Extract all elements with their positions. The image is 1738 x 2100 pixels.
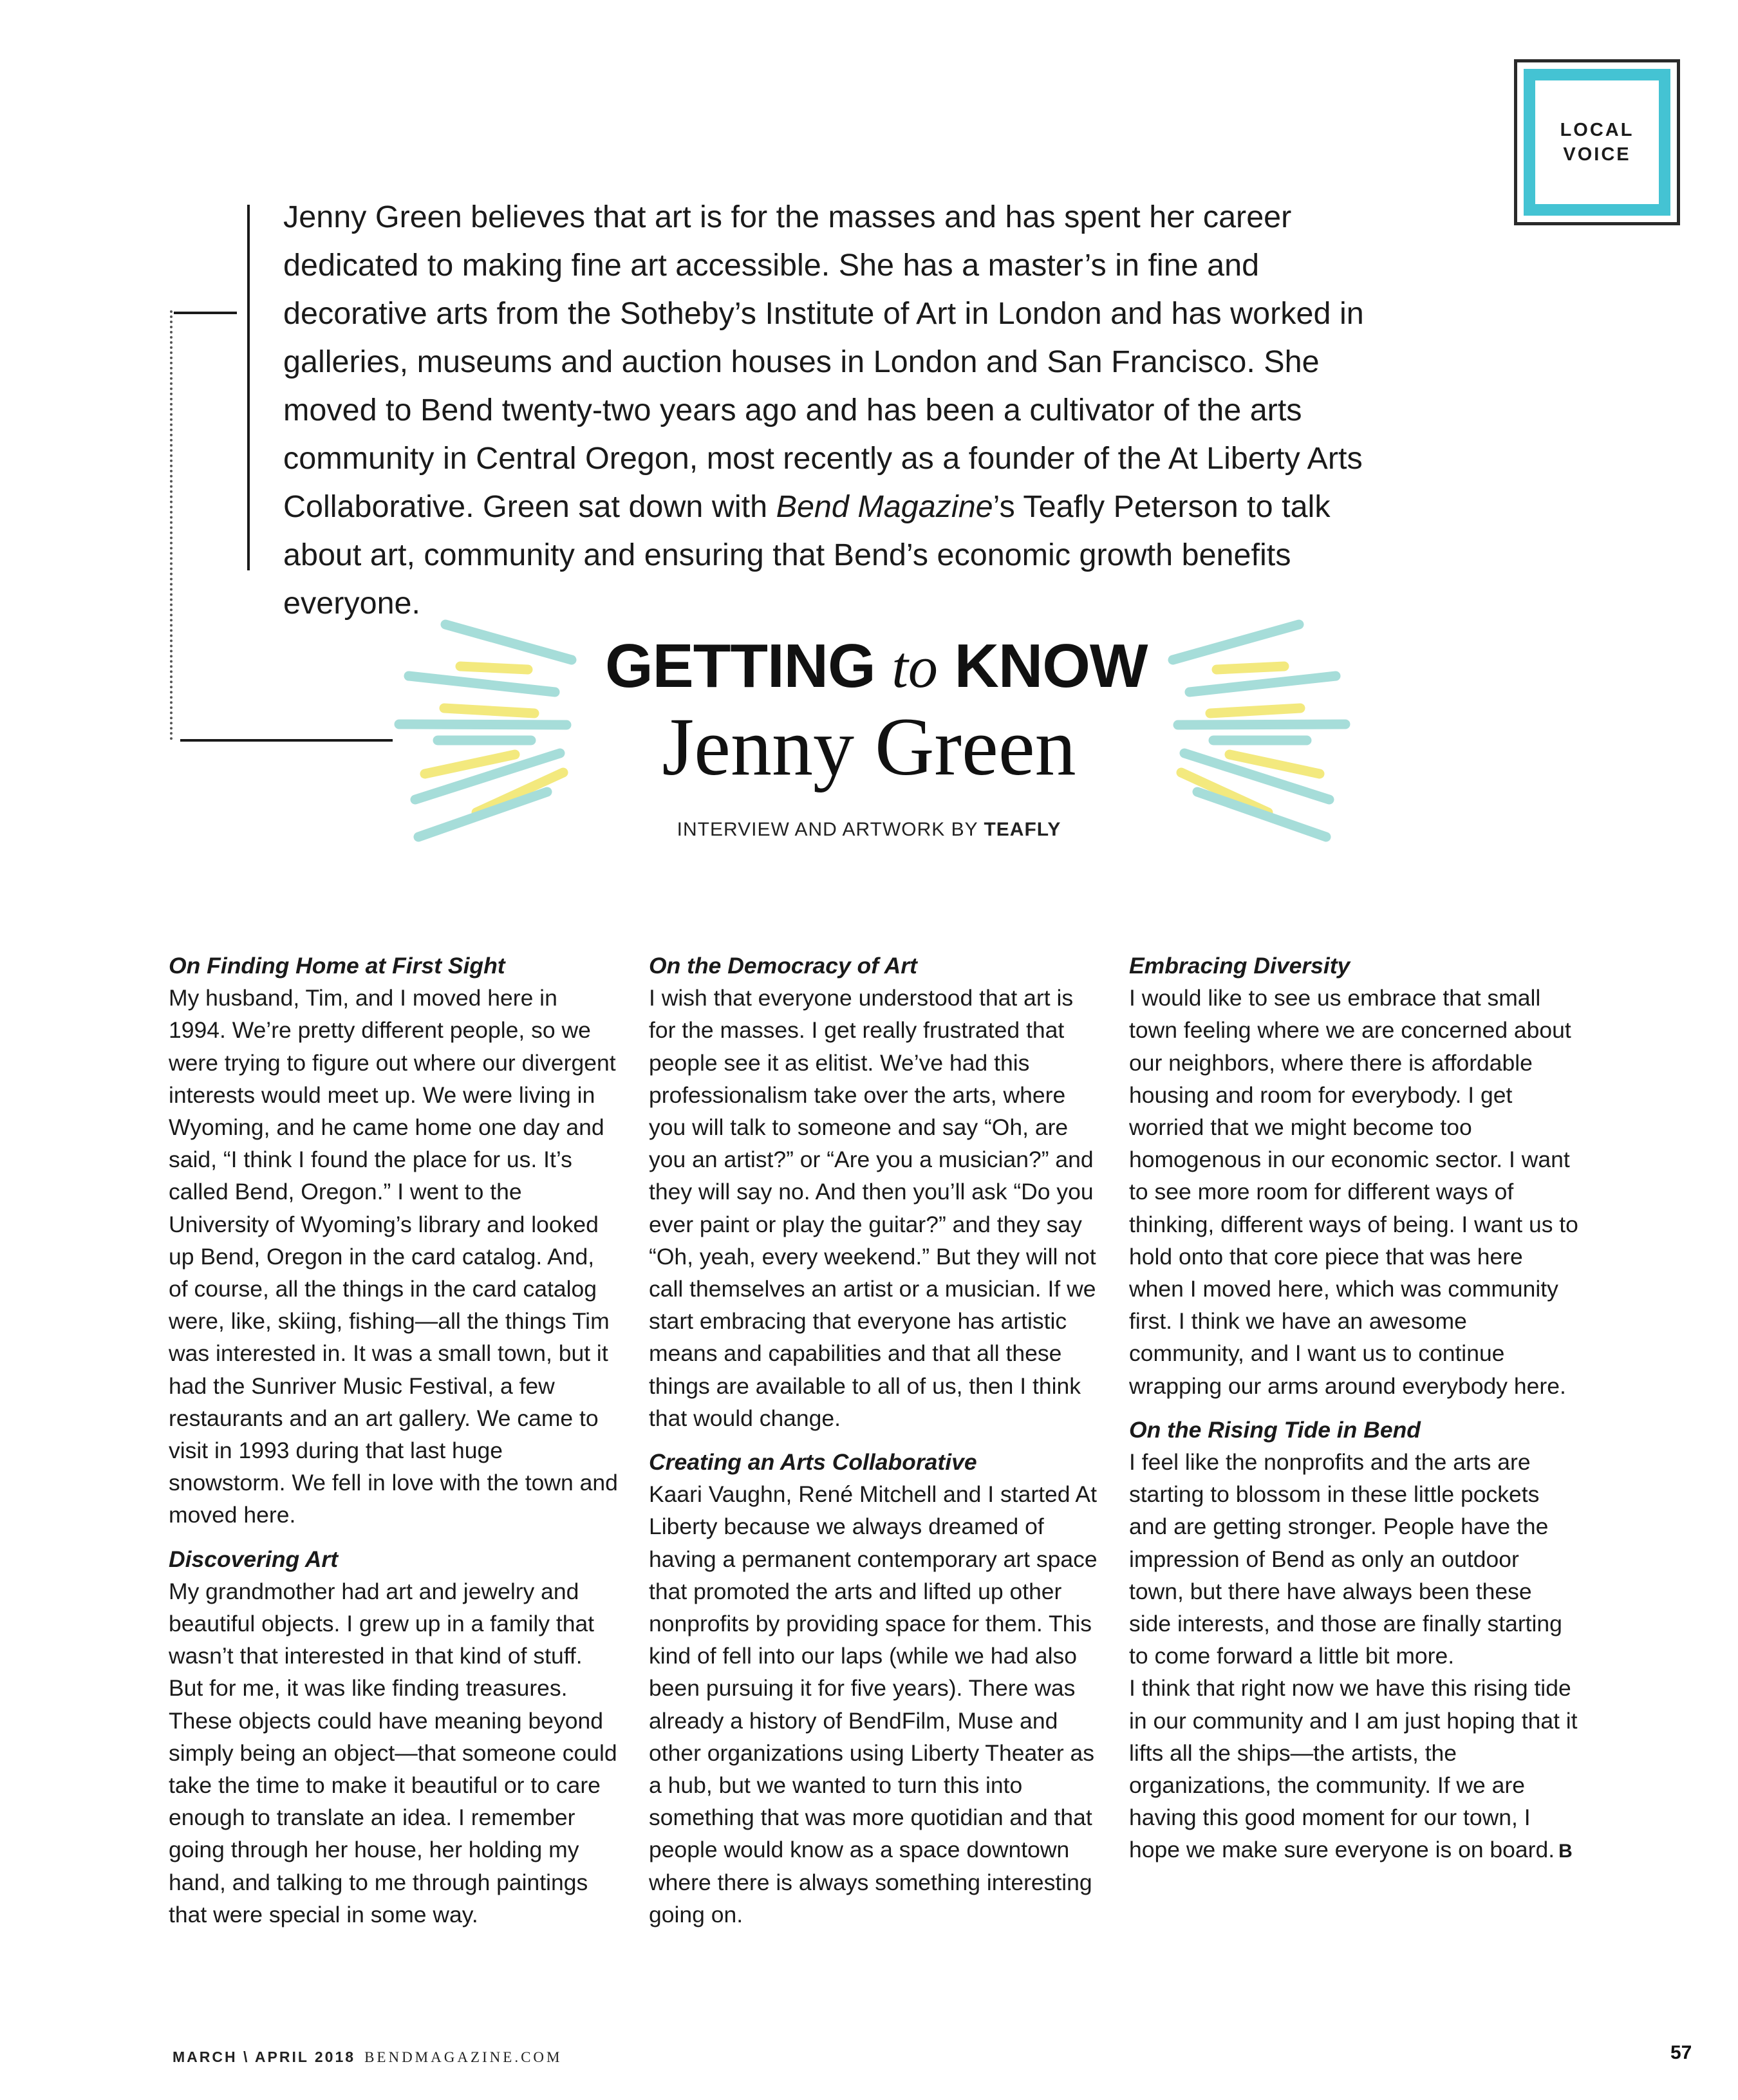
- column-1: [169, 950, 619, 1942]
- byline: [612, 819, 1126, 841]
- title-name: Jenny Green: [662, 701, 1076, 792]
- section-body: Kaari Vaughn, René Mitchell and I started At Liberty because we always dreamed of having a permanent contemporary art space that promoted the arts and lifted up other nonprofits by providing space for them. This kind of fell into our laps (while we had also been pursuing it for five years). There was already a history of BendFilm, Muse and other organizations using Liberty Theater as a hub, but we wanted to turn this into something that was more quotidian and that people would know as a space downtown where there is always something interesting going on.: [649, 1481, 1098, 1927]
- badge-frame: [1524, 69, 1670, 216]
- title-to: to: [892, 634, 938, 700]
- section-heading: Discovering Art: [169, 1546, 339, 1572]
- footer-issue: MARCH \ APRIL 2018: [173, 2048, 356, 2065]
- title-getting-to-know: [605, 631, 1148, 702]
- intro-text-start: Jenny Green believes that art is for the masses and has spent her career dedicated to making fine art accessible. She has a master’s in fine and decorative arts from the Sotheby’s Institute of Art in London and has worked in galleries, museums and auction houses in London and San Francisco. She moved to Bend twenty-two years ago and has been a cultivator of the arts community in Central Oregon, most recently as a founder of the At Liberty Arts Collaborative. Green sat down with: [283, 200, 1364, 524]
- bracket-bottom-line: [180, 739, 393, 742]
- section-heading: On the Democracy of Art: [649, 953, 917, 979]
- section-body-closing-text: I think that right now we have this rising tide in our community and I am just hoping that it lifts all the ships—the artists, the organizations, the community. If we are having this good moment for our town, I hope we make sure everyone is on board.: [1129, 1675, 1578, 1863]
- badge-line-2: VOICE: [1563, 144, 1631, 165]
- intro-paragraph: [283, 193, 1390, 628]
- column-3: [1129, 950, 1580, 1880]
- section-heading: Embracing Diversity: [1129, 953, 1350, 979]
- right-sunburst-decoration: [1146, 612, 1358, 850]
- left-sunburst-decoration: [386, 612, 599, 850]
- end-mark-icon: B: [1558, 1841, 1571, 1862]
- page-footer: [173, 2048, 562, 2066]
- title-know: KNOW: [954, 632, 1148, 700]
- column-2: [649, 950, 1099, 1942]
- section-body-closing: [1129, 1672, 1580, 1868]
- footer-site: BENDMAGAZINE.COM: [364, 2049, 563, 2065]
- section-heading: Creating an Arts Collaborative: [649, 1449, 977, 1476]
- byline-prefix: INTERVIEW AND ARTWORK BY: [677, 819, 978, 840]
- bracket-top-tick: [174, 312, 237, 314]
- intro-text-end: ’s Teafly Peterson to talk about art, community and ensuring that Bend’s economic growth benefits everyone.: [283, 489, 1331, 621]
- local-voice-badge: [1514, 59, 1680, 225]
- section-body: I would like to see us embrace that small town feeling where we are concerned about our neighbors, where there is affordable housing and room for everybody. I get worried that we might become too homogenous in our economic sector. I want to see more room for different ways of thinking, different ways of being. I want us to hold onto that core piece that was here when I moved here, which was community first. I think we have an awesome community, and I want us to continue wrapping our arms around everybody here.: [1129, 985, 1578, 1399]
- title-getting: GETTING: [605, 632, 875, 700]
- bracket-right-line: [247, 205, 250, 570]
- section-body: My grandmother had art and jewelry and beautiful objects. I grew up in a family that wasn’t that interested in that kind of stuff. But for me, it was like finding treasures. These objects could have meaning beyond simply being an object—that someone could take the time to make it beautiful or to care enough to translate an idea. I remember going through her house, her holding my hand, and talking to me through paintings that were special in some way.: [169, 1578, 617, 1927]
- section-body: I feel like the nonprofits and the arts are starting to blossom in these little pockets and are getting stronger. People have the impression of Bend as only an outdoor town, but there have always been these side interests, and those are finally starting to come forward a little bit more.: [1129, 1449, 1562, 1669]
- section-heading: On the Rising Tide in Bend: [1129, 1416, 1421, 1443]
- bracket-dotted-line: [170, 310, 173, 740]
- byline-author: TEAFLY: [984, 819, 1061, 840]
- intro-magazine-title: Bend Magazine: [776, 489, 993, 524]
- page-number: 57: [1670, 2042, 1692, 2063]
- section-body: My husband, Tim, and I moved here in 1994. We’re pretty different people, so we were trying to figure out where our divergent interests would meet up. We were living in Wyoming, and he came home one day and said, “I think I found the place for us. It’s called Bend, Oregon.” I went to the University of Wyoming’s library and looked up Bend, Oregon in the card catalog. And, of course, all the things in the card catalog were, like, skiing, fishing—all the things Tim was interested in. It was a small town, but it had the Sunriver Music Festival, a few restaurants and an art gallery. We came to visit in 1993 during that last huge snowstorm. We fell in love with the town and moved here.: [169, 985, 618, 1528]
- badge-line-1: LOCAL: [1560, 120, 1634, 140]
- section-heading: On Finding Home at First Sight: [169, 953, 505, 979]
- section-body: I wish that everyone understood that art is for the masses. I get really frustrated that people see it as elitist. We’ve had this professionalism take over the arts, where you will talk to someone and say “Oh, are you an artist?” or “Are you a musician?” and they will say no. And then you’ll ask “Do you ever paint or play the guitar?” and they say “Oh, yeah, every weekend.” But they will not call themselves an artist or a musician. If we start embracing that everyone has artistic means and capabilities and that all these things are available to all of us, then I think that would change.: [649, 985, 1096, 1431]
